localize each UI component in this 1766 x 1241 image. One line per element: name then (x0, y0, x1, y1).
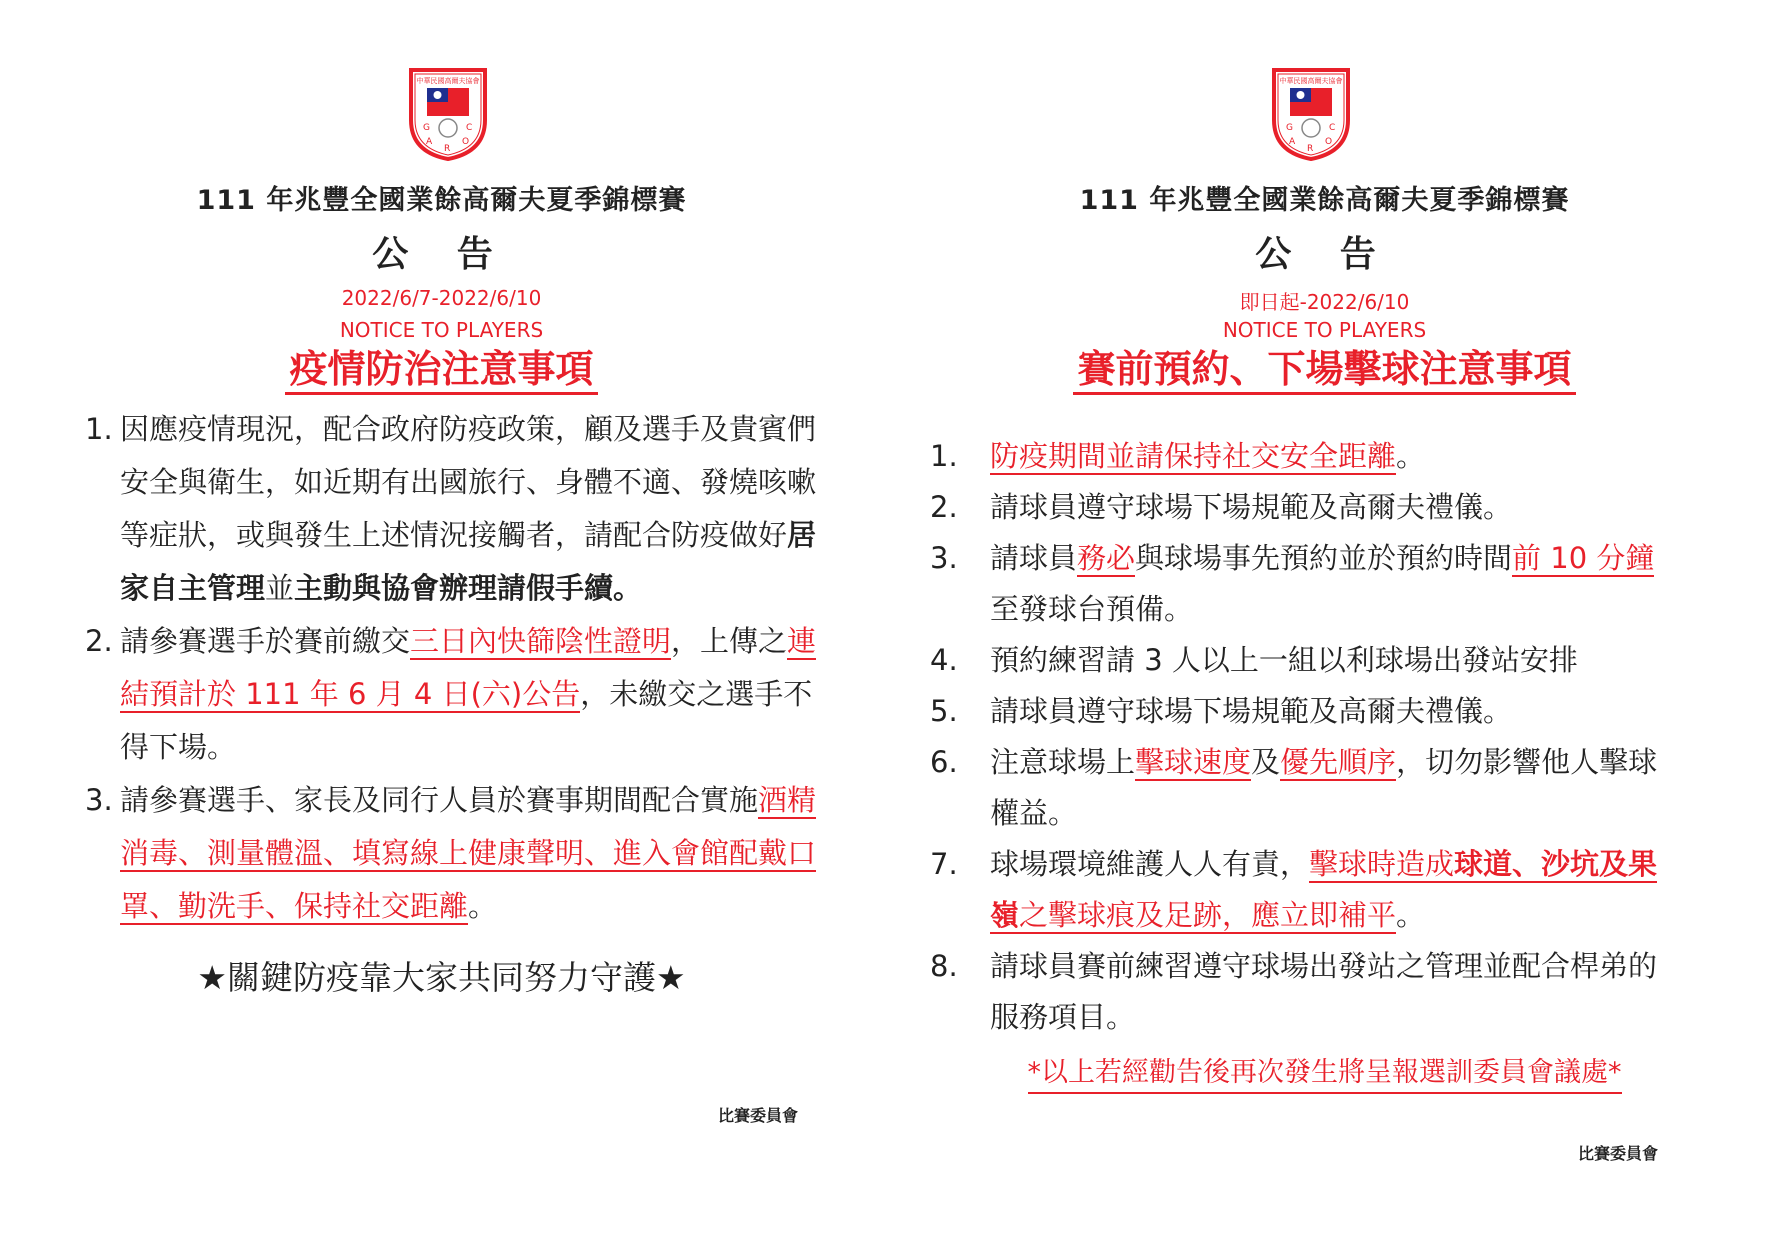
committee-signature: 比賽委員會 (718, 1106, 799, 1125)
committee-signature: 比賽委員會 (1578, 1144, 1659, 1163)
list-item (930, 839, 1680, 941)
item-text: 請參賽選手、家長及同行人員於賽事期間配合實施 (120, 783, 759, 817)
list-item (930, 533, 1680, 635)
item-text: 至發球台預備。 (990, 592, 1194, 626)
item-text: ，未繳交之選手不得下場。 (120, 677, 813, 764)
list-item (930, 482, 1680, 533)
item-text: 因應疫情現況，配合政府防疫政策，顧及選手及貴賓們安全與衛生，如近期有出國旅行、身體不適、發燒咳嗽等症狀，或與發生上述情況接觸者，請配合防疫做好 (120, 412, 817, 552)
item-text: 請球員遵守球場下場規範及高爾夫禮儀。 (990, 694, 1513, 728)
item-emphasis: 球道、沙坑及果嶺 (990, 847, 1658, 932)
item-number: 3. (930, 541, 958, 575)
item-highlight: 之擊球痕及足跡，應立即補平 (1019, 898, 1397, 932)
item-highlight: 擊球時造成 (1309, 847, 1455, 881)
list-item (930, 737, 1680, 839)
item-number: 1. (930, 439, 958, 473)
date-range: 2022/6/7-2022/6/10 (341, 286, 542, 310)
notice-list (85, 403, 840, 933)
logo-letter: A (426, 137, 433, 147)
announcement-label: 公 告 (1255, 234, 1394, 275)
list-item (930, 686, 1680, 737)
item-text: 並 (265, 571, 295, 605)
list-item (930, 941, 1680, 1043)
item-emphasis: 主動與協會辦理請假手續。 (294, 571, 643, 605)
item-text: 及 (1251, 745, 1281, 779)
list-item (930, 635, 1680, 686)
list-item (930, 431, 1680, 482)
item-highlight: 優先順序 (1280, 745, 1397, 779)
logo-letter: A (1289, 137, 1296, 147)
item-number: 3. (85, 783, 113, 817)
logo-letter: G (423, 123, 430, 133)
item-number: 4. (930, 643, 958, 677)
logo-letter: R (1307, 144, 1314, 154)
item-text: ，上傳之 (671, 624, 788, 658)
item-highlight: 前 10 分鐘 (1512, 541, 1655, 575)
notice-heading: 疫情防治注意事項 (285, 350, 597, 395)
item-text: 預約練習請 3 人以上一組以利球場出發站安排 (990, 643, 1578, 677)
slogan: ★關鍵防疫靠大家共同努力守護★ (197, 958, 686, 997)
item-number: 5. (930, 694, 958, 728)
notice-label: NOTICE TO PLAYERS (339, 318, 544, 342)
item-highlight: 三日內快篩陰性證明 (410, 624, 672, 658)
item-emphasis: 居家自主管理 (120, 518, 817, 605)
item-text: 注意球場上 (990, 745, 1136, 779)
rules-list (930, 431, 1680, 1043)
item-text: ，切勿影響他人擊球權益。 (990, 745, 1658, 830)
logo-letter: C (466, 123, 473, 133)
garoc-emblem-icon (403, 62, 493, 162)
item-text: 請球員遵守球場下場規範及高爾夫禮儀。 (990, 490, 1513, 524)
logo-top-text: 中華民國高爾夫協會 (416, 77, 480, 85)
logo-letter: G (1286, 123, 1293, 133)
garoc-emblem-icon (1266, 62, 1356, 162)
item-text: 請球員賽前練習遵守球場出發站之管理並配合桿弟的服務項目。 (990, 949, 1658, 1034)
item-text: 。 (1396, 898, 1426, 932)
item-number: 6. (930, 745, 958, 779)
notice-heading: 賽前預約、下場擊球注意事項 (1073, 350, 1575, 395)
item-number: 2. (930, 490, 958, 524)
garoc-logo (403, 62, 493, 162)
item-highlight: 酒精消毒、測量體溫、填寫線上健康聲明、進入會館配戴口罩、勤洗手、保持社交距離 (120, 783, 817, 923)
item-highlight: 擊球速度 (1135, 745, 1252, 779)
date-range: 即日起-2022/6/10 (1239, 290, 1410, 314)
list-item (85, 774, 840, 933)
item-number: 1. (85, 412, 113, 446)
logo-top-text: 中華民國高爾夫協會 (1279, 77, 1343, 85)
item-text: 。 (1396, 439, 1426, 473)
item-text: 球場環境維護人人有責， (990, 847, 1310, 881)
tournament-title: 111 年兆豐全國業餘高爾夫夏季錦標賽 (1079, 185, 1570, 216)
item-text: 請球員 (990, 541, 1078, 575)
list-item (85, 403, 840, 615)
item-number: 7. (930, 847, 958, 881)
item-highlight: 連結預計於 111 年 6 月 4 日(六)公告 (120, 624, 817, 711)
item-text: 請參賽選手於賽前繳交 (120, 624, 411, 658)
warning-note: *以上若經勸告後再次發生將呈報選訓委員會議處* (1028, 1050, 1622, 1094)
list-item (85, 615, 840, 774)
logo-letter: R (444, 144, 451, 154)
notice-label: NOTICE TO PLAYERS (1222, 318, 1427, 342)
item-number: 2. (85, 624, 113, 658)
logo-letter: C (1329, 123, 1336, 133)
item-text: 。 (468, 889, 498, 923)
logo-letter: O (1325, 137, 1333, 147)
logo-letter: O (462, 137, 470, 147)
announcement-label: 公 告 (372, 234, 511, 275)
tournament-title: 111 年兆豐全國業餘高爾夫夏季錦標賽 (196, 185, 687, 216)
item-number: 8. (930, 949, 958, 983)
item-text: 與球場事先預約並於預約時間 (1135, 541, 1513, 575)
garoc-logo (1266, 62, 1356, 162)
item-highlight: 防疫期間並請保持社交安全距離 (990, 439, 1397, 473)
item-highlight: 務必 (1077, 541, 1136, 575)
